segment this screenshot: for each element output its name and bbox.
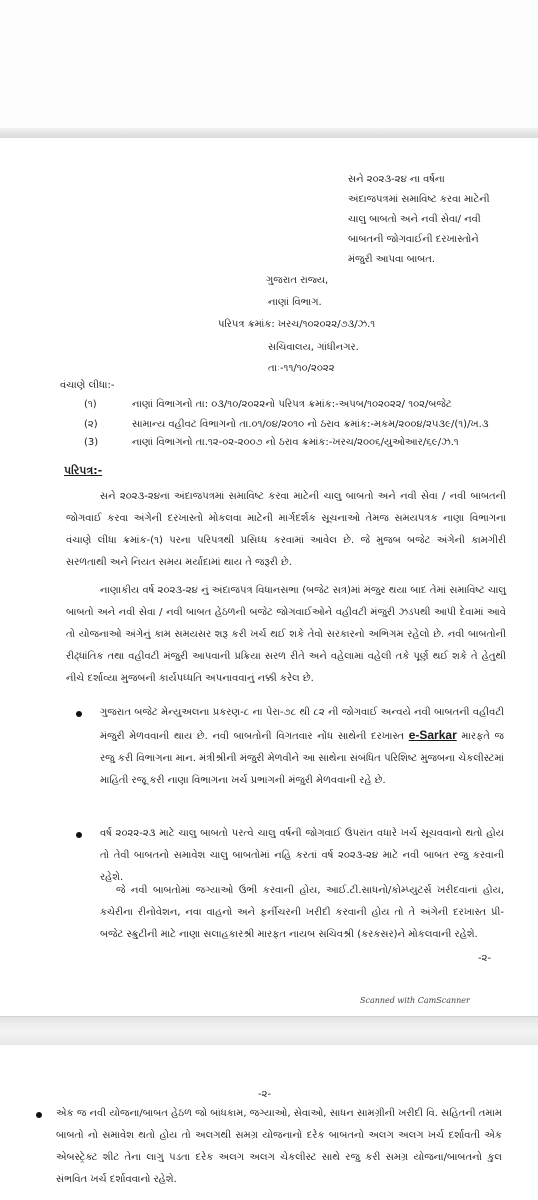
subject-line: બાબતની જોગવાઈની દરખાસ્તોને (348, 234, 479, 245)
scanner-watermark: Scanned with CamScanner (360, 996, 470, 1005)
circular-number: પરિપત્ર ક્રમાંક: ખરચ/૧૦૨૦૨૨/૭૩/ઝ.૧ (218, 319, 376, 330)
paragraph-1: સને ૨૦૨૩-૨૪ના અંદાજપત્રમાં સમાવિષ્ટ કરવા માટેની ચાલુ બાબતો અને નવી સેવા / નવી બાબતની જોગવાઈ કરવા અંગેની દરખાસ્તો મોકલવા માટેની માર્ગદર્શક સૂચનાઓ તેમજ સમયપત્રક નાણા વિભાગના વંચાણે લીધા ક્રમાંક-(૧) પરના પરિપત્રથી પ્રસિધ્ધ કરવામાં આવેલ છે. જે મુજબ બજેટ અંગેની કામગીરી સરળતાથી અને નિયત સમય મર્યાદામાં થાય તે જરૂરી છે. (66, 491, 506, 568)
bullet-1-text-start: ગુજરાત બજેટ મેન્યુઅલના પ્રકરણ-૮ ના પેરા-૭૮ થી ૮૨ ની જોગવાઈ અન્વયે નવી બાબતની વહીવટી મંજુરી મેળવવાની થાય છે. નવી બાબતોની વિગતવાર નોંધ સાથેની દરખાસ્ત (100, 707, 504, 742)
subject-line: મંજુરી આપવા બાબત. (348, 254, 436, 265)
subject-line: અંદાજપત્રમાં સમાવિષ્ટ કરવા માટેની (348, 194, 490, 205)
bullet-item-3: જે નવી બાબતોમાં જગ્યાઓ ઉભી કરવાની હોય, આઈ.ટી.સાધનો/કોમ્પ્યુટર્સ ખરીદવાનાં હોય, કચેરીના રીનોવેશન, નવા વાહનો અને ફર્નીચરની ખરીદી કરવાની હોય તો તે અંગેની દરખાસ્ત પ્રી-બજેટ સ્ક્રુટીની માટે નાણા સલાહકારશ્રી મારફત નાયબ સચિવશ્રી (કરકસર)ને મોકલવાની રહેશે. (100, 885, 504, 940)
reference-item (84, 398, 452, 412)
paragraph-2: નાણાકીય વર્ષ ૨૦૨૩-૨૪ નું અંદાજપત્ર વિધાનસભા (બજેટ સત્ર)માં મંજુર થયા બાદ તેમાં સમાવિષ્ટ ચાલુ બાબતો અને નવી સેવા / નવી બાબત હેઠળની બજેટ જોગવાઈઓને વહીવટી મંજુરી ઝડપથી આપી દેવામાં આવે તો યોજનાઓ અંગેનું કામ સમયસર શરૂ કરી ખર્ચ થઈ શકે તેવો સરકારનો અભિગમ રહેલો છે. નવી બાબતોની રીઢ્ધાંતિક તથા વહીવટી મંજુરી આપવાની પ્રક્રિયા સરળ રીતે અને વહેલામાં વહેલી તકે પૂર્ણ થઈ શકે તે હેતુથી નીચે દર્શાવ્યા મુજબની કાર્યપધ્ધતિ અપનાવવાનું નક્કી કરેલ છે. (66, 585, 506, 684)
reference-number: (૨) (84, 419, 98, 430)
subject-line: સને ૨૦૨૩-૨૪ ના વર્ષના (348, 174, 445, 185)
subject-line: ચાલુ બાબતો અને નવી સેવા/ નવી (348, 214, 481, 225)
reference-number: (૧) (84, 399, 97, 410)
department-name: નાણાં વિભાગ. (268, 297, 322, 308)
reference-number: (3) (84, 437, 99, 448)
bullet-1-text-end: મારફતે જ રજુ કરી વિભાગના માન. મંત્રીશ્રીની મંજુરી મેળવીને આ સાથેના સંબંધિત પરિશિષ્ટ મુજબના ચેકલીસ્ટમાં માહિતી રજૂ કરી નાણા વિભાગના ખર્ચ પ્રભાગની મંજુરી મેળવવાની રહે છે. (100, 731, 504, 786)
bullet-icon (76, 832, 82, 838)
page-2-number: -૨- (258, 1089, 272, 1100)
reference-item (84, 418, 489, 432)
state-name: ગુજરાત રાજ્ય, (266, 275, 329, 286)
subject-block (348, 170, 528, 270)
reference-item (84, 436, 459, 450)
page-2-bullet: એક જ નવી યોજના/બાબત હેઠળ જો બાંધકામ, જગ્યાઓ, સેવાઓ, સાધન સામગ્રીની ખરીદી વિ. સહિતની તમામ બાબતો નો સમાવેશ થતો હોય તો અલગથી સમગ્ર યોજનાનો દરેક બાબતનો અલગ અલગ ખર્ચ દર્શાવતી એક એબસ્ટ્રેક્ટ શીટ તેના લાગુ પડતા દરેક અલગ અલગ ચેકલીસ્ટ સાથે રજુ કરી સમગ્ર યોજના/બાબતનો કુલ સંભવિત ખર્ચ દર્શાવવાનો રહેશે. (56, 1108, 502, 1185)
previous-page-blank (0, 0, 538, 133)
reference-text: નાણાં વિભાગનો તા.૧૨-૦૨-૨૦૦૭ નો ઠરાવ ક્રમાંક:-ખરચ/૨૦૦૬/યુઓઆર/૬૯/ઝ.૧ (132, 437, 459, 448)
bullet-item-2: વર્ષ ૨૦૨૨-૨૩ માટે ચાલુ બાબતો પરત્વે ચાલુ વર્ષની જોગવાઈ ઉપરાંત વધારે ખર્ચ સૂચવવાનો થતો હોય તો તેવી બાબતનો સમાવેશ ચાલુ બાબતોમાં નહિ કરતાં વર્ષ ૨૦૨૩-૨૪ માટે નવી બાબત રજુ કરવાની રહેશે. (100, 828, 504, 883)
bullet-icon (76, 711, 82, 717)
read-label: વંચાણે લીધા:- (60, 380, 115, 391)
reference-text: નાણાં વિભાગનો તા: ૦૩/૧૦/૨૦૨૨નો પરિપત્ર ક્રમાંક:-અપબ/૧૦૨૦૨૨/ ૧૦૨/બજેટ (132, 399, 452, 410)
bullet-icon (36, 1112, 42, 1118)
esarkar-label: e-Sarkar (408, 728, 457, 742)
bullet-item-1 (100, 702, 504, 792)
paripatra-label: પરિપત્ર:- (64, 464, 103, 477)
page-continue-marker: -૨- (478, 953, 492, 964)
circular-date: તાઃ-૧૧/૧૦/૨૦૨૨ (268, 363, 335, 374)
reference-text: સામાન્ય વહીવટ વિભાગનો તા.૦૧/૦૪/૨૦૧૦ નો ઠરાવ ક્રમાંક:-મકમ/૨૦૦૪/૨૫૩૯/(૧)/ખ.૩ (132, 419, 489, 430)
office-name: સચિવાલય, ગાંધીનગર. (268, 342, 359, 353)
page-gap (0, 1016, 538, 1046)
